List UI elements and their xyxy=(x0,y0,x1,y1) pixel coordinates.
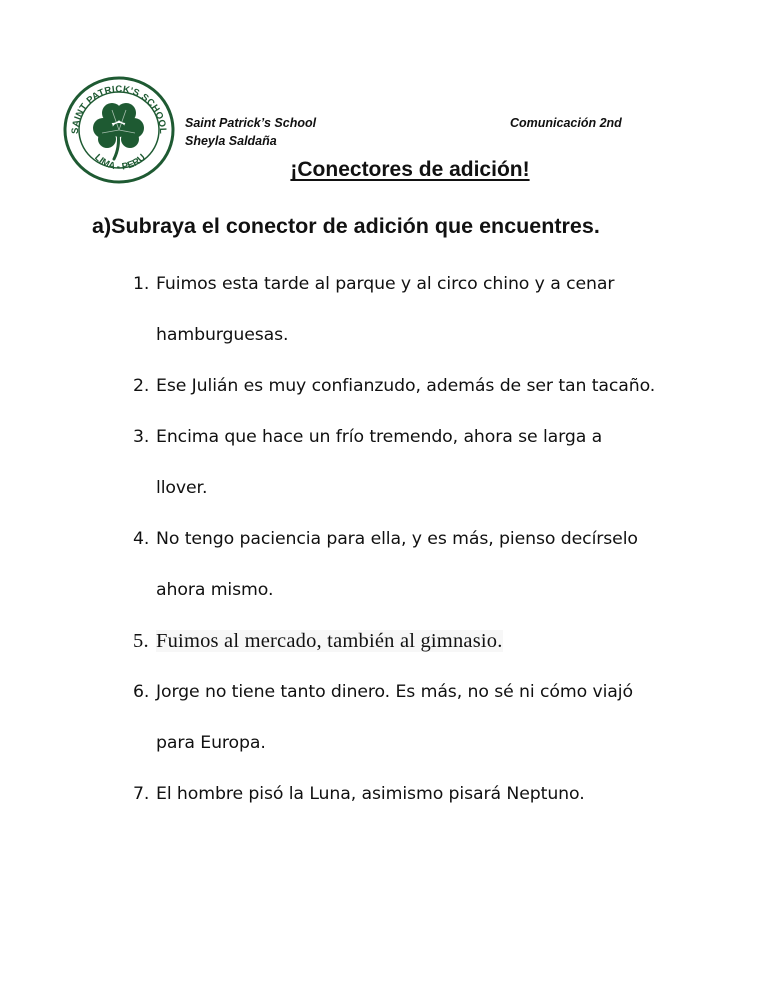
item-number: 6. xyxy=(133,682,150,702)
svg-text:SAINT PATRICK'S SCHOOL: SAINT PATRICK'S SCHOOL xyxy=(69,84,169,135)
teacher-name: Sheyla Saldaña xyxy=(185,134,277,148)
list-item xyxy=(133,361,693,412)
page-title: ¡Conectores de adición! xyxy=(290,158,530,181)
list-item xyxy=(133,667,693,769)
list-item xyxy=(133,259,693,361)
item-number: 1. xyxy=(133,274,150,294)
list-item xyxy=(133,769,693,820)
course-name: Comunicación 2nd xyxy=(510,116,622,130)
item-text: El hombre pisó la Luna, asimismo pisará Neptuno. xyxy=(156,784,585,804)
exercise-list xyxy=(133,259,693,820)
item-number: 7. xyxy=(133,784,150,804)
item-text xyxy=(156,616,656,667)
svg-text:LIMA - PERU: LIMA - PERU xyxy=(92,152,148,173)
item-number: 2. xyxy=(133,376,150,396)
list-item xyxy=(133,514,693,616)
list-item xyxy=(133,412,693,514)
list-item xyxy=(133,616,693,667)
school-name: Saint Patrick’s School xyxy=(185,116,317,130)
item-text: Ese Julián es muy confianzudo, además de ser tan tacaño. xyxy=(156,376,656,396)
item-number: 4. xyxy=(133,529,150,549)
item-number: 5. xyxy=(133,630,149,652)
item-text: Jorge no tiene tanto dinero. Es más, no sé ni cómo viajó para Europa. xyxy=(156,682,633,753)
item-text: Fuimos esta tarde al parque y al circo chino y a cenar hamburguesas. xyxy=(156,274,615,345)
item-number: 3. xyxy=(133,427,150,447)
header-left xyxy=(185,114,316,150)
instruction: a)Subraya el conector de adición que encuentres. xyxy=(92,214,600,238)
item-text: No tengo paciencia para ella, y es más, pienso decírselo ahora mismo. xyxy=(156,529,638,600)
item-text: Encima que hace un frío tremendo, ahora se larga a llover. xyxy=(156,427,603,498)
item-text-highlighted: Fuimos al mercado, también al gimnasio. xyxy=(156,630,503,652)
